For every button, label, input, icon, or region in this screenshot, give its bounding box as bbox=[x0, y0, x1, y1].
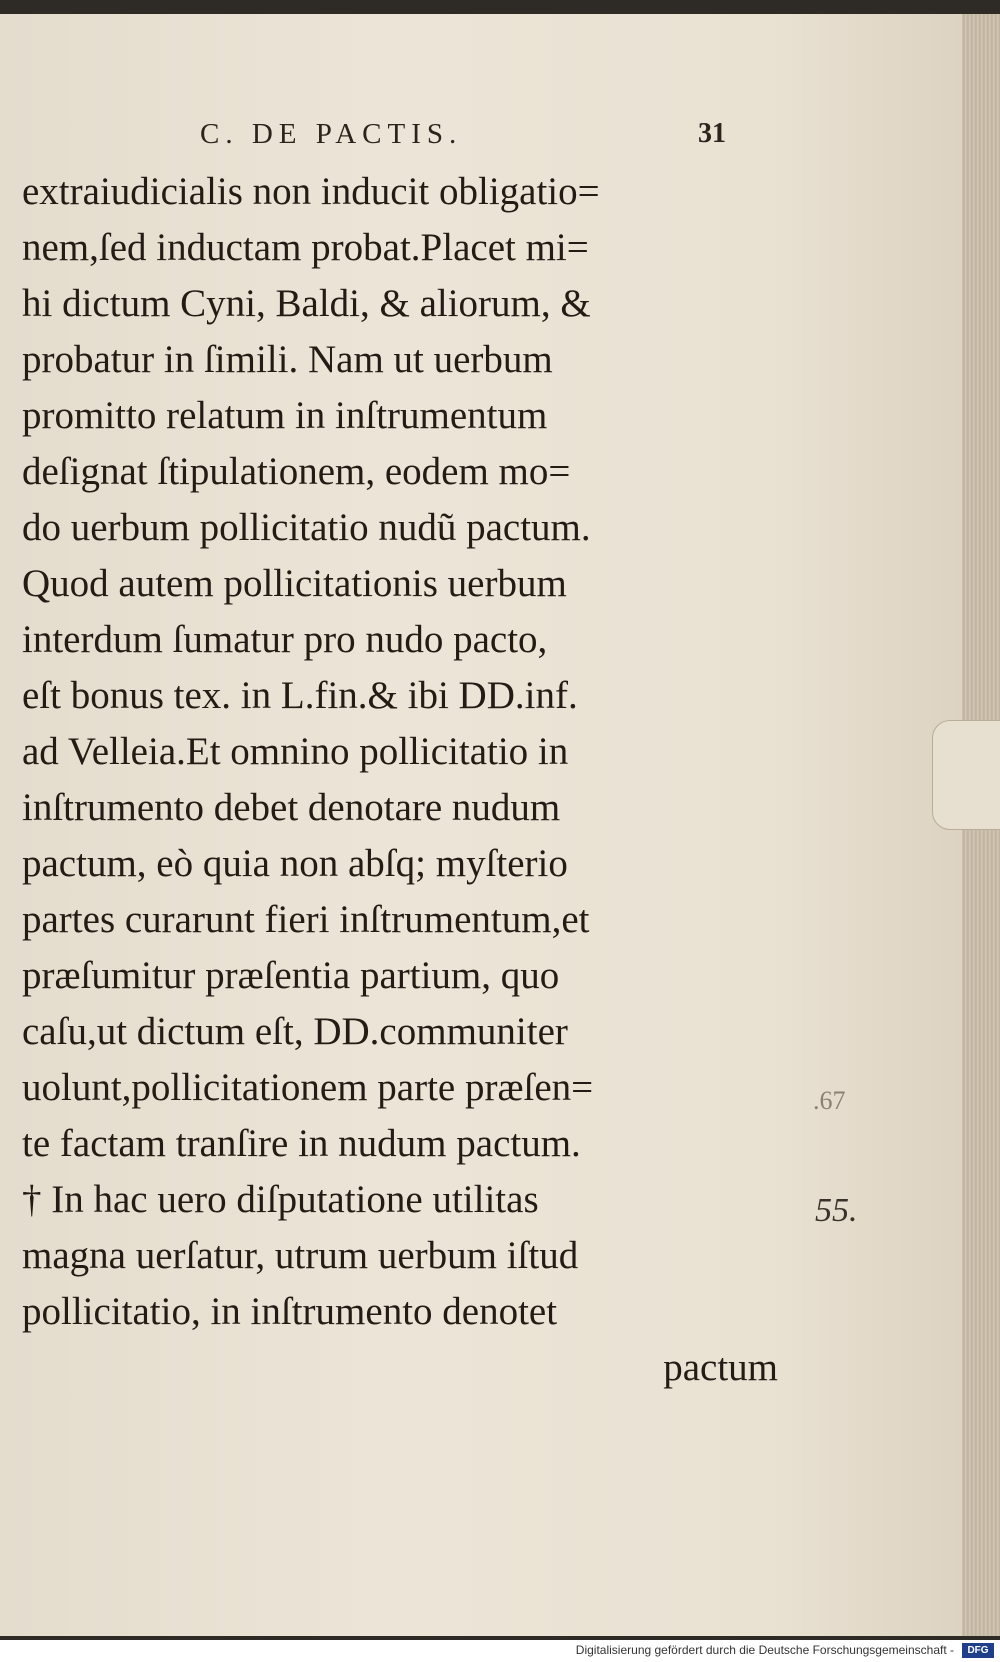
text-line: extraiudicialis non inducit obligatio= bbox=[22, 170, 600, 213]
text-line: deſignat ſtipulationem, eodem mo= bbox=[22, 450, 571, 493]
paper-tab bbox=[932, 720, 1000, 830]
text-line: pollicitatio, in inſtrumento denotet bbox=[22, 1290, 558, 1333]
text-line: ad Velleia.Et omnino pollicitatio in bbox=[22, 730, 569, 773]
text-line: caſu,ut dictum eſt, DD.communiter bbox=[22, 1010, 568, 1053]
book-page bbox=[0, 14, 962, 1636]
text-line: te factam tranſire in nudum pactum. bbox=[22, 1122, 581, 1165]
text-line: hi dictum Cyni, Baldi, & aliorum, & bbox=[22, 282, 591, 325]
catchword: pactum bbox=[663, 1346, 778, 1389]
text-line: partes curarunt fieri inſtrumentum,et bbox=[22, 898, 590, 941]
text-line: nem,ſed inductam probat.Placet mi= bbox=[22, 226, 589, 269]
running-head bbox=[0, 118, 962, 158]
marginal-section-number: 55. bbox=[815, 1192, 858, 1229]
text-line: magna uerſatur, utrum uerbum iſtud bbox=[22, 1234, 579, 1277]
marginal-note-faint: .67 bbox=[813, 1086, 846, 1115]
text-line: do uerbum pollicitatio nudũ pactum. bbox=[22, 506, 591, 549]
credit-bar bbox=[0, 1640, 1000, 1662]
text-line: præſumitur præſentia partium, quo bbox=[22, 954, 560, 997]
text-line: pactum, eò quia non abſq; myſterio bbox=[22, 842, 568, 885]
text-line: promitto relatum in inſtrumentum bbox=[22, 394, 548, 437]
text-line: † In hac uero diſputatione utilitas bbox=[22, 1178, 539, 1221]
text-line: Quod autem pollicitationis uerbum bbox=[22, 562, 567, 605]
text-line: probatur in ſimili. Nam ut uerbum bbox=[22, 338, 553, 381]
running-title: C. DE PACTIS. bbox=[200, 118, 463, 150]
text-line: eſt bonus tex. in L.fin.& ibi DD.inf. bbox=[22, 674, 578, 717]
text-line: interdum ſumatur pro nudo pacto, bbox=[22, 618, 548, 661]
text-line: inſtrumento debet denotare nudum bbox=[22, 786, 561, 829]
dfg-logo: DFG bbox=[962, 1643, 994, 1658]
body-text bbox=[22, 164, 782, 1396]
text-line: uolunt,pollicitationem parte præſen= bbox=[22, 1066, 594, 1109]
page-number: 31 bbox=[698, 118, 726, 149]
credit-text: Digitalisierung gefördert durch die Deutsche Forschungsgemeinschaft - bbox=[575, 1643, 954, 1657]
